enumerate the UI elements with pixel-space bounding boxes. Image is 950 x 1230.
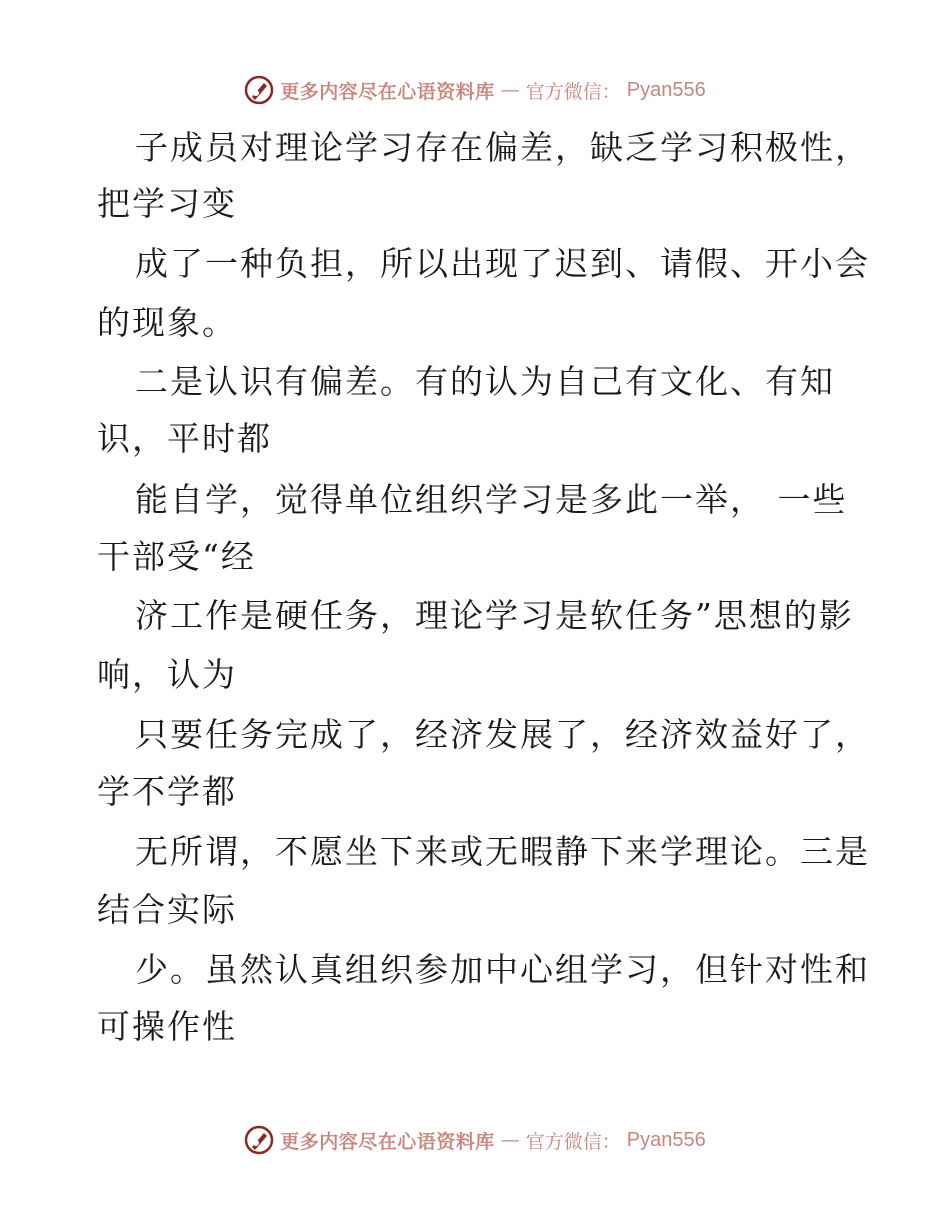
banner-wechat-label: 官方微信： <box>525 80 621 103</box>
body-line: 响，认为 <box>97 655 237 694</box>
banner-separator: — <box>500 1129 520 1151</box>
body-line: 把学习变 <box>97 184 237 223</box>
body-line: 成了一种负担，所以出现了迟到、请假、开小会 <box>135 244 870 283</box>
footer-banner <box>0 1120 950 1160</box>
banner-main-text: 更多内容尽在心语资料库 <box>280 1130 495 1153</box>
body-line: 子成员对理论学习存在偏差，缺乏学习积极性， <box>135 128 870 167</box>
header-banner <box>0 70 950 110</box>
pen-logo-icon <box>244 75 274 105</box>
banner-wechat-id: Pyan556 <box>626 78 706 101</box>
body-line: 二是认识有偏差。有的认为自己有文化、有知 <box>135 362 835 401</box>
body-line: 能自学，觉得单位组织学习是多此一举， 一些 <box>135 480 848 519</box>
body-line: 可操作性 <box>97 1007 237 1046</box>
banner-wechat-label: 官方微信： <box>525 1130 621 1153</box>
body-line: 的现象。 <box>97 303 237 342</box>
body-line: 学不学都 <box>97 772 237 811</box>
banner-separator: — <box>500 79 520 101</box>
body-line: 识，平时都 <box>97 419 272 458</box>
pen-logo-icon <box>244 1125 274 1155</box>
body-line: 济工作是硬任务，理论学习是软任务”思想的影 <box>135 596 854 635</box>
banner-main-text: 更多内容尽在心语资料库 <box>280 80 495 103</box>
body-line: 结合实际 <box>97 890 237 929</box>
body-line: 无所谓，不愿坐下来或无暇静下来学理论。三是 <box>135 832 870 871</box>
body-line: 少。虽然认真组织参加中心组学习，但针对性和 <box>135 950 870 989</box>
body-line: 干部受“经 <box>97 537 256 576</box>
banner-wechat-id: Pyan556 <box>626 1128 706 1151</box>
body-line: 只要任务完成了，经济发展了，经济效益好了， <box>135 715 870 754</box>
